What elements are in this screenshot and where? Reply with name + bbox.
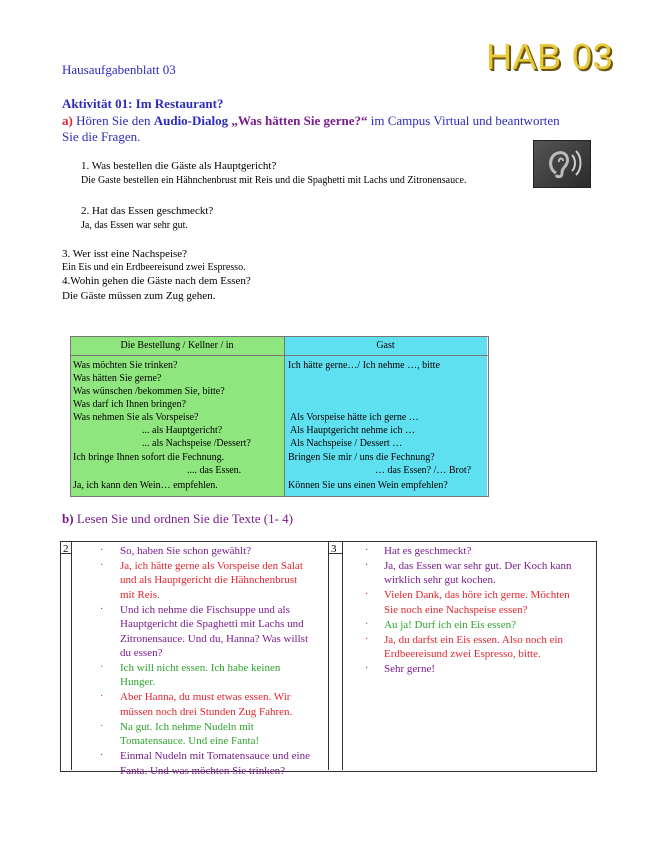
answer-4: Die Gäste müssen zum Zug gehen. [62, 290, 216, 302]
page-badge: HAB 03 [486, 36, 614, 77]
table-header-waiter: Die Bestellung / Kellner / in [120, 340, 234, 351]
bullet-icon: · [365, 589, 369, 601]
answer-3: Ein Eis und ein Erdbeereisund zwei Espresso. [62, 262, 246, 273]
answer-2: Ja, das Essen war sehr gut. [81, 220, 188, 231]
task-a-line1 [62, 113, 560, 129]
dialog-left-item-7-line: Einmal Nudeln mit Tomatensauce und eine [120, 750, 310, 763]
table-cell: Was nehmen Sie als Vorspeise? [73, 412, 199, 423]
task-b-title [62, 511, 293, 527]
dialog-left-item-6-line: Tomatensauce. Und eine Fanta! [120, 735, 260, 748]
dialog-left-item-3-line: Hauptgericht die Spaghetti mit Lachs und [120, 618, 304, 631]
task-a-text: Hören Sie den [72, 113, 154, 128]
bullet-icon: · [365, 633, 369, 645]
table-cell: Als Hauptgericht nehme ich … [290, 425, 415, 436]
bullet-icon: · [365, 560, 369, 571]
bullet-icon: · [100, 691, 104, 703]
table-cell: Als Nachspeise / Dessert … [290, 438, 403, 449]
sheet-title: Hausaufgabenblatt 03 [62, 62, 176, 77]
dialog-right-item-1-line: Hat es geschmeckt? [384, 545, 472, 557]
task-b-letter: b) [62, 511, 74, 526]
dialog-right-item-2-line: wirklich sehr gut kochen. [384, 574, 496, 587]
question-3: 3. Wer isst eine Nachspeise? [62, 248, 188, 260]
bullet-icon: · [365, 618, 369, 630]
dialog-right-item-3-line: Sie noch eine Nachspeise essen? [384, 603, 528, 616]
activity-title: Aktivität 01: Im Restaurant? [62, 96, 224, 111]
dialog-right-item-5-line: Erdbeereisund zwei Espresso, bitte. [384, 648, 541, 661]
table-cell: Ja, ich kann den Wein… empfehlen. [73, 480, 218, 491]
table-cell: Bringen Sie mir / uns die Fechnung? [288, 452, 435, 463]
table-cell: … das Essen? /… Brot? [375, 465, 472, 476]
bullet-icon: · [365, 545, 369, 556]
dialog-left-item-2-line: und als Hauptgericht die Hähnchenbrust [120, 574, 298, 587]
table-cell: Was darf ich Ihnen bringen? [73, 399, 187, 410]
bullet-icon: · [100, 662, 104, 673]
task-a-bold1: Audio-Dialog [153, 113, 229, 128]
dialog-left-item-3-line: Zitronensauce. Und du, Hanna? Was willst [120, 632, 309, 645]
table-header-guest: Gast [376, 340, 395, 351]
bullet-icon: · [100, 720, 104, 732]
dialog-left-item-6-line: Na gut. Ich nehme Nudeln mit [120, 720, 254, 733]
dialog-left-item-4-line: Hunger. [120, 676, 156, 689]
table-cell: Was möchten Sie trinken? [73, 360, 178, 371]
answer-1: Die Gaste bestellen ein Hähnchenbrust mit Reis und die Spaghetti mit Lachs und Zitronensauce. [81, 175, 467, 186]
bullet-icon: · [100, 603, 104, 615]
table-cell: Was wünschen /bekommen Sie, bitte? [73, 386, 225, 397]
question-1: 1. Was bestellen die Gäste als Hauptgericht? [81, 160, 277, 172]
dialog-right-item-3-line: Vielen Dank, das höre ich gerne. Möchten [384, 589, 570, 602]
question-2: 2. Hat das Essen geschmeckt? [81, 205, 214, 217]
dialog-left-item-5-line: Aber Hanna, du must etwas essen. Wir [120, 691, 291, 704]
dialog-right-item-5-line: Ja, du darfst ein Eis essen. Also noch ein [384, 633, 564, 646]
dialog-right-item-2-line: Ja, das Essen war sehr gut. Der Koch kann [384, 560, 572, 572]
bullet-icon: · [100, 545, 104, 556]
task-a-text2: im Campus Virtual und beantworten [367, 113, 560, 128]
bullet-icon: · [100, 750, 104, 762]
task-b-text: Lesen Sie und ordnen Sie die Texte (1- 4) [73, 511, 293, 526]
ear-icon [533, 140, 591, 188]
dialog-left-item-7-line: Fanta. Und was möchten Sie trinken? [120, 764, 285, 777]
bullet-icon: · [100, 560, 104, 571]
table-cell: ... als Nachspeise /Dessert? [142, 438, 251, 449]
dialog-left-item-3-line: du essen? [120, 647, 163, 659]
task-a-line2: Sie die Fragen. [62, 129, 141, 144]
question-4: 4.Wohin gehen die Gäste nach dem Essen? [62, 275, 251, 287]
phrase-table [70, 336, 488, 496]
table-cell: .... das Essen. [187, 465, 242, 476]
table-cell: Ich hätte gerne…/ Ich nehme …, bitte [288, 360, 440, 371]
task-a-letter: a) [62, 113, 73, 128]
dialog-table [60, 541, 596, 777]
dialog-left-item-2-line: mit Reis. [120, 588, 160, 601]
task-a-bold2: „Was hätten Sie gerne?“ [228, 113, 368, 128]
dialog-left-item-2-line: Ja, ich hätte gerne als Vorspeise den Salat [120, 560, 303, 572]
dialog-left-item-1-line: So, haben Sie schon gewählt? [120, 545, 252, 557]
bullet-icon: · [365, 663, 369, 675]
table-cell: Was hätten Sie gerne? [73, 373, 162, 384]
text-number-right: 3 [331, 543, 337, 555]
dialog-left-item-4-line: Ich will nicht essen. Ich habe keinen [120, 662, 281, 674]
table-cell: Ich bringe Ihnen sofort die Fechnung. [73, 452, 225, 463]
table-cell: ... als Hauptgericht? [142, 425, 223, 436]
dialog-right-item-6-line: Sehr gerne! [384, 663, 436, 676]
dialog-left-item-5-line: müssen noch drei Stunden Zug Fahren. [120, 705, 293, 718]
dialog-left-item-3-line: Und ich nehme die Fischsuppe und als [120, 603, 290, 616]
table-cell: Können Sie uns einen Wein empfehlen? [288, 480, 448, 491]
dialog-right-item-4-line: Au ja! Durf ich ein Eis essen? [384, 618, 516, 631]
text-number-left: 2 [63, 543, 69, 555]
table-cell: Als Vorspeise hätte ich gerne … [290, 412, 419, 423]
